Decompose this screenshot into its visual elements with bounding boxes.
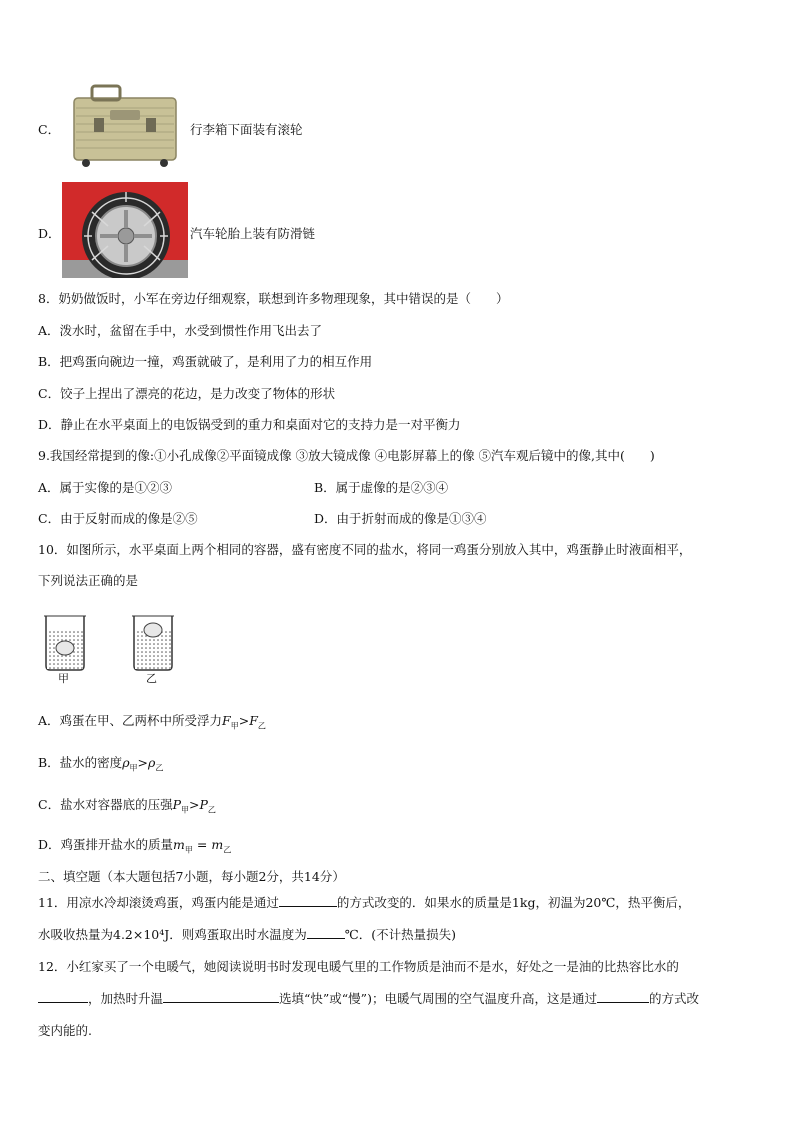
q8-option-c: C．饺子上捏出了漂亮的花边，是力改变了物体的形状 [38, 386, 336, 401]
q12-line3: 变内能的. [38, 1023, 92, 1038]
q8-option-d: D．静止在水平桌面上的电饭锅受到的重力和桌面对它的支持力是一对平衡力 [38, 417, 461, 432]
q9-option-b: B．属于虚像的是②③④ [314, 480, 449, 495]
q11-line1: 11．用凉水冷却滚烫鸡蛋，鸡蛋内能是通过 的方式改变的．如果水的质量是1kg，初温为20℃，热平衡后， [38, 895, 691, 910]
option-d-text: 汽车轮胎上装有防滑链 [190, 226, 316, 241]
q12-blank-1[interactable] [38, 990, 88, 1003]
q10-option-b: B．盐水的密度$\rho_甲>\rho_乙$ [38, 755, 164, 773]
q12-line2: ，加热时升温 选填“快”或“慢”)；电暖气周围的空气温度升高，这是通过 的方式改 [38, 990, 699, 1008]
beaker-label-yi: 乙 [146, 672, 157, 685]
q9-option-d: D．由于折射而成的像是①③④ [314, 511, 487, 526]
q8-option-a: A．泼水时，盆留在手中，水受到惯性作用飞出去了 [38, 323, 323, 338]
q11-blank-1[interactable] [279, 894, 337, 907]
q11-line2: 水吸收热量为4.2×10⁴J．则鸡蛋取出时水温度为 ℃．(不计热量损失) [38, 927, 457, 942]
q9-option-c: C．由于反射而成的像是②⑤ [38, 511, 198, 526]
beaker-jia [44, 616, 86, 670]
tire-chain-image [62, 182, 188, 278]
q10-option-d: D．鸡蛋排开盐水的质量$m_甲 = m_乙$ [38, 837, 232, 855]
q10-option-a: A．鸡蛋在甲、乙两杯中所受浮力$F_甲>F_乙$ [38, 713, 266, 731]
q12-line1: 12．小红家买了一个电暖气，她阅读说明书时发现电暖气里的工作物质是油而不是水，好处之一是油的比热容比水的 [38, 959, 679, 974]
q9-option-a: A．属于实像的是①②③ [38, 480, 173, 495]
q11-blank-2[interactable] [307, 926, 345, 939]
section-title: 二、填空题（本大题包括7小题，每小题2分，共14分） [38, 869, 345, 884]
q8-stem: 8．奶奶做饭时，小军在旁边仔细观察，联想到许多物理现象，其中错误的是（ ） [38, 291, 509, 306]
q12-blank-3[interactable] [597, 990, 649, 1003]
option-d-letter: D． [38, 226, 61, 241]
q10-stem-line1: 10．如图所示，水平桌面上两个相同的容器，盛有密度不同的盐水，将同一鸡蛋分别放入其中，鸡蛋静止时液面相平， [38, 542, 692, 557]
suitcase-image [70, 82, 180, 168]
beaker-label-jia: 甲 [58, 672, 69, 685]
option-c-letter: C． [38, 122, 61, 137]
q10-stem-line2: 下列说法正确的是 [38, 573, 139, 588]
q12-blank-2[interactable] [163, 990, 279, 1003]
beaker-yi [132, 616, 174, 670]
q8-option-b: B．把鸡蛋向碗边一撞，鸡蛋就破了，是利用了力的相互作用 [38, 354, 373, 369]
q9-stem: 9.我国经常提到的像:①小孔成像②平面镜成像 ③放大镜成像 ④电影屏幕上的像 ⑤汽车观后镜中的像,其中( ) [38, 448, 655, 463]
q10-option-c: C．盐水对容器底的压强$P_甲>P_乙$ [38, 797, 216, 815]
option-c-text: 行李箱下面装有滚轮 [190, 122, 303, 137]
